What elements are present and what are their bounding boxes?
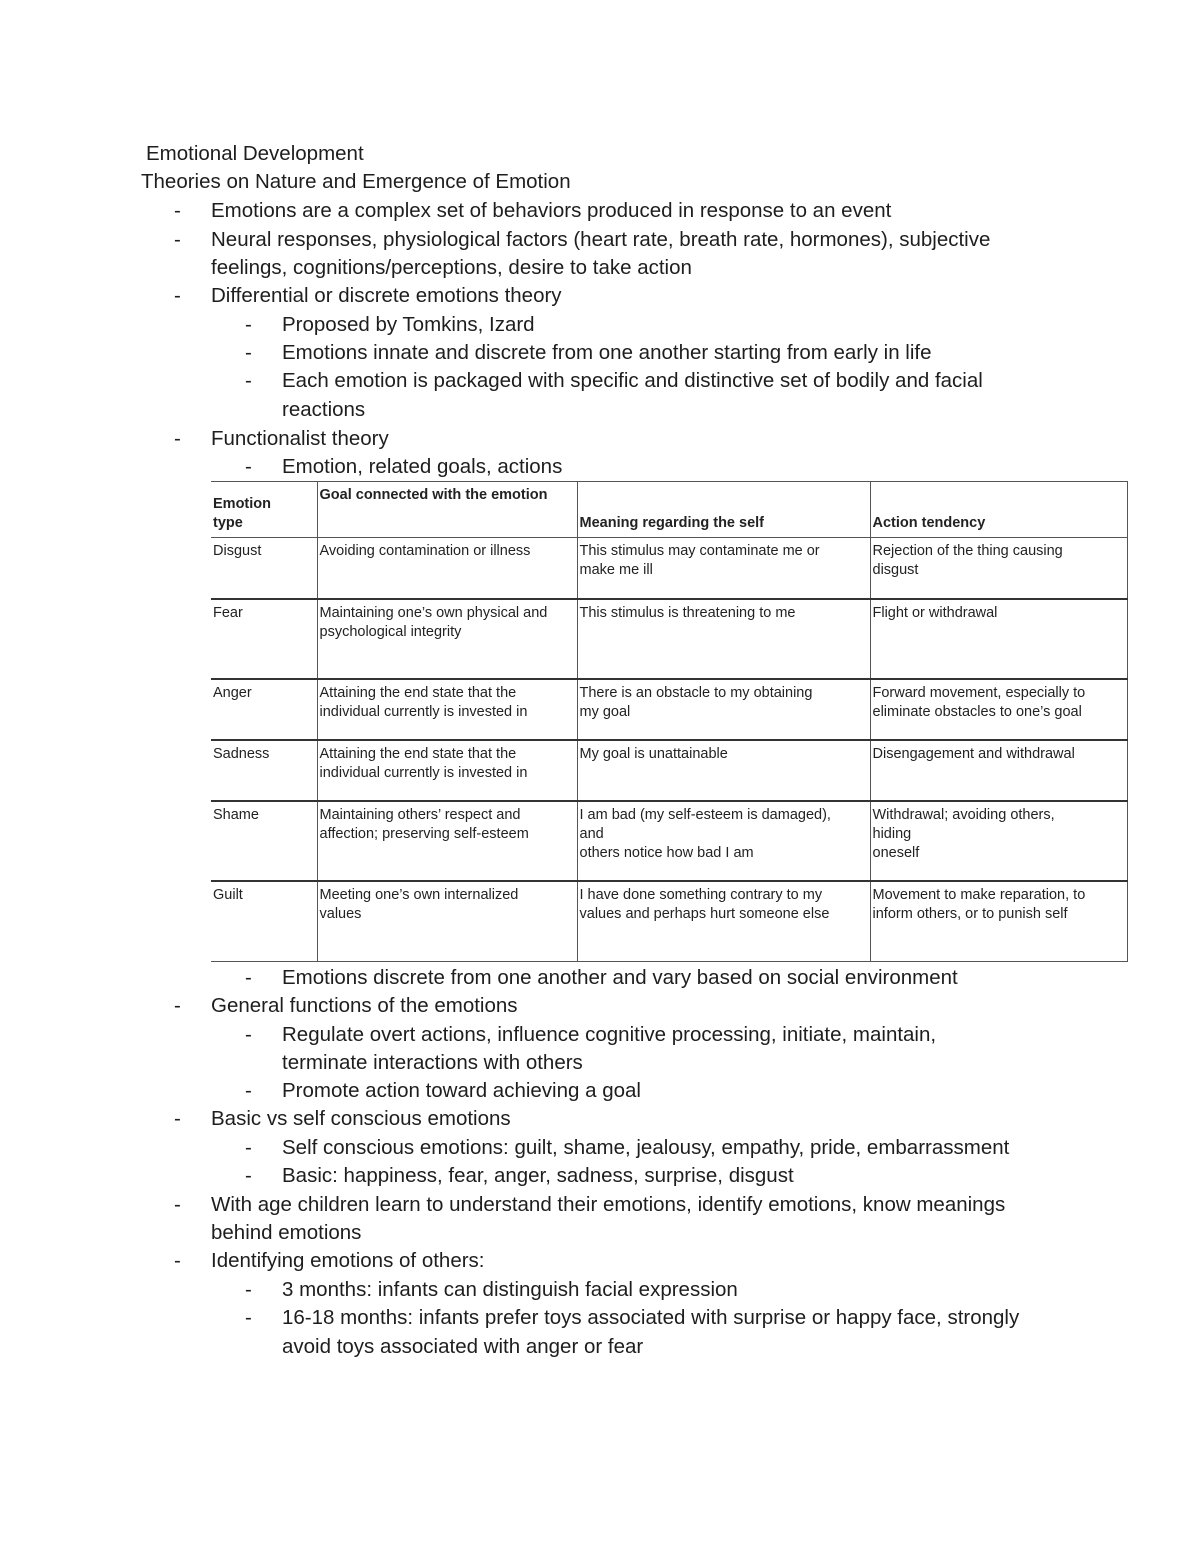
- table-row: [211, 538, 1127, 599]
- cell-action: Forward movement, especially to eliminate obstacles to one’s goal: [870, 679, 1127, 740]
- bullet-text: Identifying emotions of others:: [211, 1249, 485, 1272]
- sub-bullet-text: Emotion, related goals, actions: [282, 455, 563, 478]
- cell-emotion: Guilt: [211, 881, 317, 961]
- bullet-dash: -: [174, 1249, 181, 1272]
- header-emotion-type: Emotion type: [211, 482, 317, 538]
- sub-bullet-dash: -: [245, 1079, 252, 1102]
- sub-bullet-text: Proposed by Tomkins, Izard: [282, 313, 535, 336]
- sub-bullet-dash: -: [245, 313, 252, 336]
- header-action: Action tendency: [870, 482, 1127, 538]
- sub-bullet-text: Basic: happiness, fear, anger, sadness, surprise, disgust: [282, 1164, 794, 1187]
- bullet-text: General functions of the emotions: [211, 994, 518, 1017]
- table-row: [211, 740, 1127, 801]
- bullet-dash: -: [174, 199, 181, 222]
- bullet-text: With age children learn to understand their emotions, identify emotions, know meanings: [211, 1193, 1006, 1216]
- sub-bullet-dash: -: [245, 1306, 252, 1329]
- cell-goal: Avoiding contamination or illness: [317, 538, 577, 599]
- bullet-dash: -: [174, 284, 181, 307]
- cell-meaning: This stimulus is threatening to me: [577, 599, 870, 679]
- cell-meaning: This stimulus may contaminate me or make me ill: [577, 538, 870, 599]
- table-row: [211, 801, 1127, 881]
- sub-bullet-dash: -: [245, 1023, 252, 1046]
- cell-action: Movement to make reparation, to inform others, or to punish self: [870, 881, 1127, 961]
- cell-action: Disengagement and withdrawal: [870, 740, 1127, 801]
- emotion-table: [211, 481, 1128, 962]
- sub-bullet-dash: -: [245, 1164, 252, 1187]
- bullet-dash: -: [174, 994, 181, 1017]
- sub-bullet-text: Emotions innate and discrete from one another starting from early in life: [282, 341, 932, 364]
- header-goal: Goal connected with the emotion: [317, 482, 577, 538]
- cell-emotion: Shame: [211, 801, 317, 881]
- cell-emotion: Anger: [211, 679, 317, 740]
- sub-bullet-text: Promote action toward achieving a goal: [282, 1079, 641, 1102]
- bullet-dash: -: [174, 1193, 181, 1216]
- sub-bullet-text: Each emotion is packaged with specific and distinctive set of bodily and facial: [282, 369, 983, 392]
- cell-goal: Attaining the end state that the individual currently is invested in: [317, 740, 577, 801]
- bullet-text-cont: behind emotions: [211, 1221, 362, 1244]
- sub-bullet-text-cont: reactions: [282, 398, 366, 421]
- sub-bullet-text-cont: avoid toys associated with anger or fear: [282, 1335, 644, 1358]
- bullet-text: Neural responses, physiological factors (heart rate, breath rate, hormones), subjective: [211, 228, 991, 251]
- cell-meaning: I am bad (my self-esteem is damaged), and others notice how bad I am: [577, 801, 870, 881]
- bullet-text: Functionalist theory: [211, 427, 389, 450]
- bullet-text: Differential or discrete emotions theory: [211, 284, 562, 307]
- sub-bullet-dash: -: [245, 1136, 252, 1159]
- header-meaning: Meaning regarding the self: [577, 482, 870, 538]
- sub-bullet-dash: -: [245, 966, 252, 989]
- cell-action: Withdrawal; avoiding others, hiding oneself: [870, 801, 1127, 881]
- bullet-dash: -: [174, 427, 181, 450]
- sub-bullet-text: Regulate overt actions, influence cognitive processing, initiate, maintain,: [282, 1023, 937, 1046]
- cell-goal: Attaining the end state that the individual currently is invested in: [317, 679, 577, 740]
- sub-bullet-dash: -: [245, 455, 252, 478]
- cell-meaning: My goal is unattainable: [577, 740, 870, 801]
- sub-bullet-dash: -: [245, 341, 252, 364]
- cell-goal: Maintaining others’ respect and affection; preserving self-esteem: [317, 801, 577, 881]
- doc-subtitle: Theories on Nature and Emergence of Emotion: [141, 170, 571, 193]
- sub-bullet-dash: -: [245, 1278, 252, 1301]
- sub-bullet-text: 16-18 months: infants prefer toys associated with surprise or happy face, strongly: [282, 1306, 1020, 1329]
- cell-meaning: There is an obstacle to my obtaining my goal: [577, 679, 870, 740]
- bullet-dash: -: [174, 1107, 181, 1130]
- cell-emotion: Fear: [211, 599, 317, 679]
- doc-title: Emotional Development: [146, 142, 364, 165]
- sub-bullet-text-cont: terminate interactions with others: [282, 1051, 583, 1074]
- sub-bullet-text: Emotions discrete from one another and vary based on social environment: [282, 966, 958, 989]
- sub-bullet-dash: -: [245, 369, 252, 392]
- bullet-text: Basic vs self conscious emotions: [211, 1107, 511, 1130]
- sub-bullet-text: 3 months: infants can distinguish facial expression: [282, 1278, 738, 1301]
- table-row: [211, 679, 1127, 740]
- cell-goal: Meeting one’s own internalized values: [317, 881, 577, 961]
- table-header-row: [211, 482, 1127, 538]
- sub-bullet-text: Self conscious emotions: guilt, shame, jealousy, empathy, pride, embarrassment: [282, 1136, 1010, 1159]
- cell-emotion: Sadness: [211, 740, 317, 801]
- bullet-text: Emotions are a complex set of behaviors produced in response to an event: [211, 199, 892, 222]
- cell-action: Rejection of the thing causing disgust: [870, 538, 1127, 599]
- cell-action: Flight or withdrawal: [870, 599, 1127, 679]
- cell-goal: Maintaining one’s own physical and psychological integrity: [317, 599, 577, 679]
- table-row: [211, 599, 1127, 679]
- cell-emotion: Disgust: [211, 538, 317, 599]
- cell-meaning: I have done something contrary to my values and perhaps hurt someone else: [577, 881, 870, 961]
- table-row: [211, 881, 1127, 961]
- bullet-dash: -: [174, 228, 181, 251]
- bullet-text-cont: feelings, cognitions/perceptions, desire to take action: [211, 256, 692, 279]
